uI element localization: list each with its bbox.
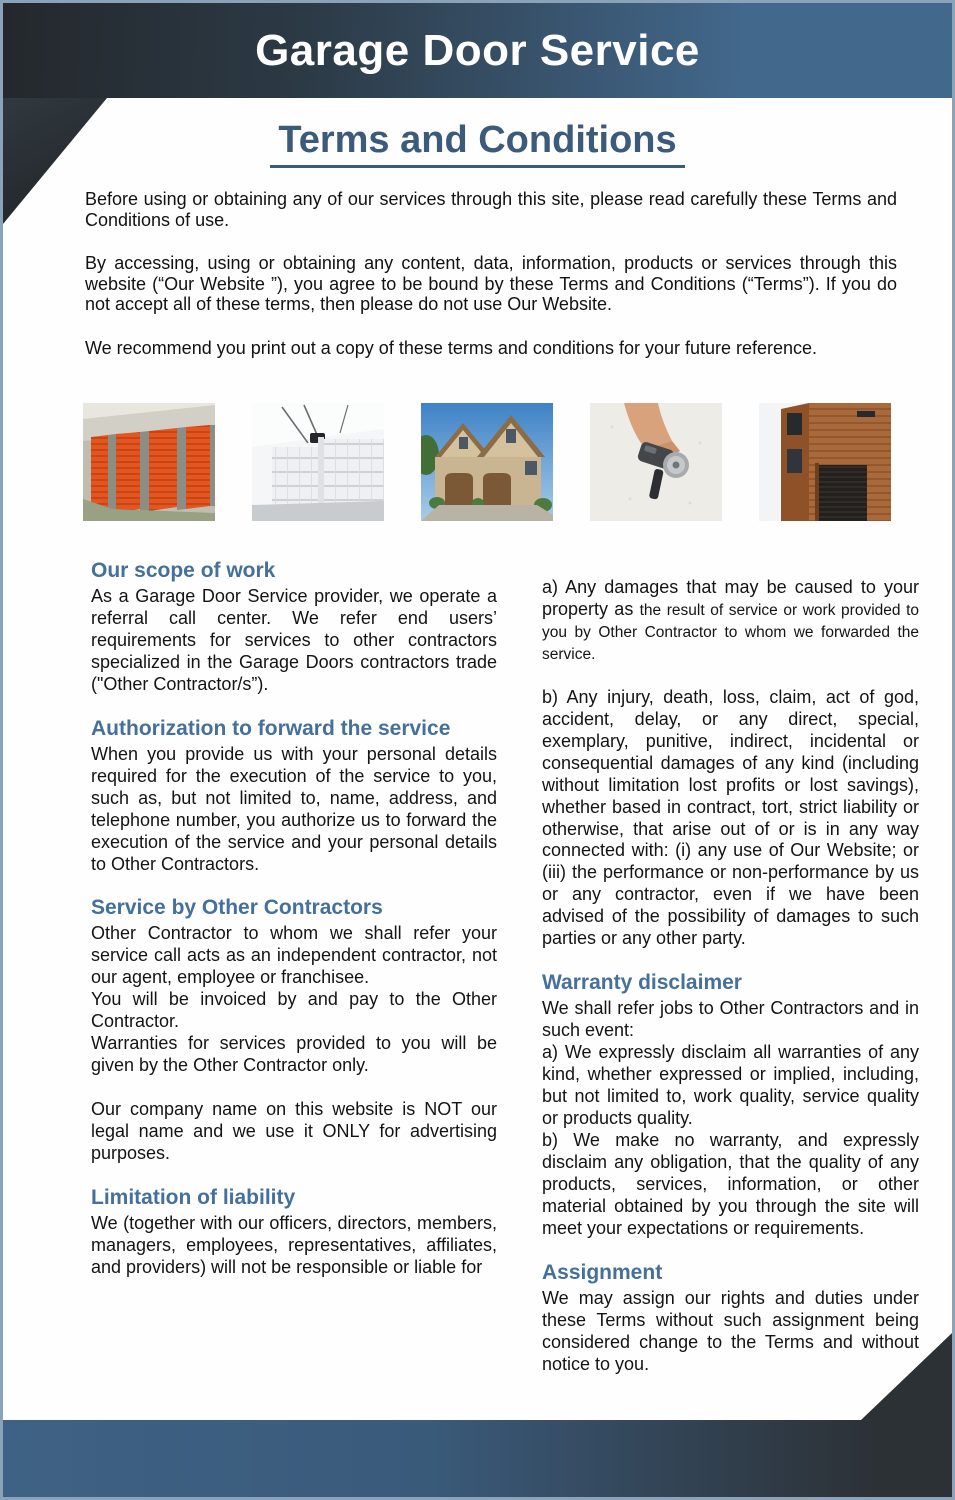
section-body: We may assign our rights and duties under these Terms without such assignment being considered change to the Terms and without notice to you. <box>542 1287 919 1374</box>
section-heading: Service by Other Contractors <box>91 896 383 920</box>
storage-units-image <box>83 403 215 521</box>
photo-garage-interior-with-opener <box>252 403 384 521</box>
photo-orange-storage-unit-doors <box>83 403 215 521</box>
intro-paragraph-1: Before using or obtaining any of our services through this site, please read carefully these Terms and Conditions of use. <box>85 189 897 230</box>
photo-house-with-two-garage-doors <box>421 403 553 521</box>
photo-modern-wood-garage-facade <box>759 403 891 521</box>
section-body: When you provide us with your personal details required for the execution of the service to you, such as, but not limited to, name, address, and telephone number, you authorize us to forward the execution of the service and your personal details to Other Contractors. <box>91 743 497 874</box>
section-scope-of-work <box>91 559 497 696</box>
section-body-line: Warranties for services provided to you will be given by the Other Contractor only. <box>91 1033 497 1076</box>
wood-facade-image <box>759 403 891 521</box>
photo-technician-grinder-on-wall <box>590 403 722 521</box>
section-authorization <box>91 717 497 876</box>
liability-item-a-detail: the result of service or work provided to you by Other Contractor to whom we forwarded the service. <box>542 601 919 663</box>
liability-item-a-lead: a) Any damages that may be caused to your property as <box>542 577 919 619</box>
page-header <box>3 3 952 98</box>
page-footer <box>3 1420 952 1497</box>
section-liability-items <box>542 577 919 950</box>
terms-columns <box>91 559 919 1397</box>
subtitle-row <box>3 119 952 168</box>
intro-paragraphs <box>85 189 897 381</box>
section-heading: Our scope of work <box>91 559 276 582</box>
right-column <box>542 559 919 1397</box>
page-title: Garage Door Service <box>255 25 700 75</box>
section-assignment <box>542 1261 919 1376</box>
left-column <box>91 559 497 1397</box>
section-limitation-of-liability <box>91 1186 497 1279</box>
section-note: Our company name on this website is NOT our legal name and we use it ONLY for advertising purposes. <box>91 1099 497 1164</box>
section-heading: Assignment <box>542 1260 663 1284</box>
section-heading: Warranty disclaimer <box>542 971 742 995</box>
warranty-intro: We shall refer jobs to Other Contractors and in such event: <box>542 998 919 1041</box>
intro-paragraph-2: By accessing, using or obtaining any content, data, information, products or services through this website (“Our Website ”), you agree to be bound by these Terms and Conditions (“Terms”). If you do not accept all of these terms, then please do not use Our Website. <box>85 253 897 315</box>
terms-subtitle: Terms and Conditions <box>270 119 684 168</box>
section-heading: Limitation of liability <box>91 1186 296 1210</box>
section-body-line: You will be invoiced by and pay to the Other Contractor. <box>91 989 497 1032</box>
liability-item-a <box>542 577 919 665</box>
section-body-line: Other Contractor to whom we shall refer your service call acts as an independent contractor, not our agent, employee or franchisee. <box>91 923 497 988</box>
photo-strip <box>83 403 891 521</box>
warranty-item-a: a) We expressly disclaim all warranties of any kind, whether expressed or implied, including, but not limited to, work quality, service quality or products quality. <box>542 1042 919 1129</box>
liability-item-b: b) Any injury, death, loss, claim, act of god, accident, delay, or any direct, special, exemplary, punitive, indirect, incidental or consequential damages of any kind (including without limitation lost profits or lost savings), whether based in contract, tort, strict liability or otherwise, that arise out of or is in any way connected with: (i) any use of Our Website; or (iii) the performance or non-performance by us or any contractor, even if we have been advised of the possibility of damages to such parties or any other party. <box>542 686 919 949</box>
section-warranty-disclaimer <box>542 971 919 1239</box>
garage-interior-image <box>252 403 384 521</box>
section-body: We (together with our officers, directors, members, managers, employees, representatives, affiliates, and providers) will not be responsible or liable for <box>91 1213 497 1277</box>
section-service-by-other-contractors <box>91 896 497 1165</box>
warranty-item-b: b) We make no warranty, and expressly disclaim any obligation, that the quality of any products, services, information, or other material obtained by you through the site will meet your expectations or requirements. <box>542 1129 919 1238</box>
grinder-tool-image <box>590 403 722 521</box>
house-image <box>421 403 553 521</box>
section-heading: Authorization to forward the service <box>91 716 451 740</box>
section-body: As a Garage Door Service provider, we operate a referral call center. We refer end users’ requirements for services to other contractors specialized in the Garage Doors contractors trade ("Other Contractor/s”). <box>91 586 497 694</box>
intro-paragraph-3: We recommend you print out a copy of these terms and conditions for your future reference. <box>85 337 818 358</box>
